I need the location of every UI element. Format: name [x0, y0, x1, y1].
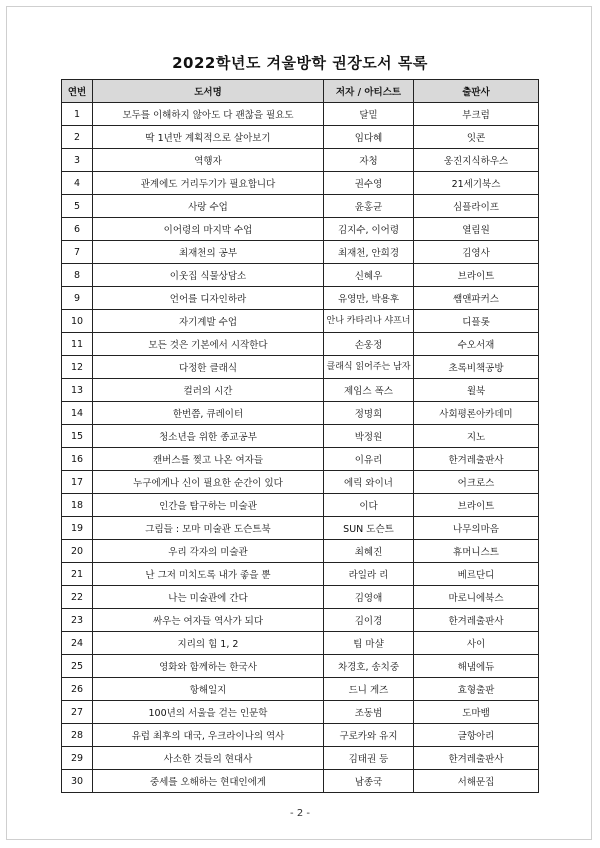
cell-title: 한번쯤, 큐레이터: [93, 402, 324, 425]
cell-publisher: 해냄에듀: [414, 655, 539, 678]
cell-no: 13: [62, 379, 93, 402]
table-row: [62, 563, 539, 586]
cell-no: 18: [62, 494, 93, 517]
cell-publisher: 베르단디: [414, 563, 539, 586]
cell-publisher: 잇콘: [414, 126, 539, 149]
table-row: [62, 655, 539, 678]
cell-publisher: 한겨레출판사: [414, 747, 539, 770]
cell-title: 나는 미술관에 간다: [93, 586, 324, 609]
cell-author: 김태권 등: [324, 747, 414, 770]
cell-title: 난 그저 미치도록 내가 좋을 뿐: [93, 563, 324, 586]
table-row: [62, 678, 539, 701]
table-row: [62, 586, 539, 609]
header-author: 저자 / 아티스트: [324, 80, 414, 103]
cell-title: 관계에도 거리두기가 필요합니다: [93, 172, 324, 195]
cell-title: 이어령의 마지막 수업: [93, 218, 324, 241]
table-row: [62, 724, 539, 747]
cell-author: 조동범: [324, 701, 414, 724]
cell-no: 11: [62, 333, 93, 356]
cell-publisher: 서해문집: [414, 770, 539, 793]
cell-author: 최혜진: [324, 540, 414, 563]
cell-author: 차경호, 송치중: [324, 655, 414, 678]
cell-publisher: 웅진지식하우스: [414, 149, 539, 172]
cell-publisher: 21세기북스: [414, 172, 539, 195]
cell-no: 25: [62, 655, 93, 678]
cell-no: 29: [62, 747, 93, 770]
cell-title: 딱 1년만 계획적으로 살아보기: [93, 126, 324, 149]
cell-author: 윤홍균: [324, 195, 414, 218]
table-row: [62, 770, 539, 793]
table-row: [62, 356, 539, 379]
cell-author: 라일라 리: [324, 563, 414, 586]
cell-publisher: 나무의마음: [414, 517, 539, 540]
header-title: 도서명: [93, 80, 324, 103]
header-no: 연번: [62, 80, 93, 103]
cell-title: 누구에게나 신이 필요한 순간이 있다: [93, 471, 324, 494]
cell-no: 30: [62, 770, 93, 793]
cell-title: 자기계발 수업: [93, 310, 324, 333]
cell-title: 100년의 서울을 걷는 인문학: [93, 701, 324, 724]
cell-title: 청소년을 위한 종교공부: [93, 425, 324, 448]
table-row: [62, 287, 539, 310]
cell-title: 모두를 이해하지 않아도 다 괜찮을 필요도: [93, 103, 324, 126]
cell-publisher: 마로니에북스: [414, 586, 539, 609]
cell-publisher: 열림원: [414, 218, 539, 241]
cell-no: 8: [62, 264, 93, 287]
cell-publisher: 한겨레출판사: [414, 609, 539, 632]
cell-author: 드니 게즈: [324, 678, 414, 701]
cell-no: 23: [62, 609, 93, 632]
cell-no: 19: [62, 517, 93, 540]
cell-title: 인간을 탐구하는 미술관: [93, 494, 324, 517]
table-row: [62, 540, 539, 563]
cell-title: 우리 각자의 미술관: [93, 540, 324, 563]
cell-publisher: 어크로스: [414, 471, 539, 494]
cell-publisher: 브라이트: [414, 264, 539, 287]
cell-title: 컬러의 시간: [93, 379, 324, 402]
cell-author: 자청: [324, 149, 414, 172]
cell-title: 유럽 최후의 대국, 우크라이나의 역사: [93, 724, 324, 747]
cell-no: 27: [62, 701, 93, 724]
cell-no: 4: [62, 172, 93, 195]
cell-no: 16: [62, 448, 93, 471]
cell-author: 임다혜: [324, 126, 414, 149]
table-body: [62, 103, 539, 793]
cell-author: 김지수, 이어령: [324, 218, 414, 241]
table-row: [62, 333, 539, 356]
cell-author: 안나 카타리나 샤프너: [324, 310, 414, 333]
cell-publisher: 글항아리: [414, 724, 539, 747]
cell-no: 14: [62, 402, 93, 425]
cell-publisher: 브라이트: [414, 494, 539, 517]
cell-author: 달밑: [324, 103, 414, 126]
cell-author: 구로카와 유지: [324, 724, 414, 747]
cell-title: 중세를 오해하는 현대인에게: [93, 770, 324, 793]
cell-title: 사랑 수업: [93, 195, 324, 218]
table-row: [62, 218, 539, 241]
book-list-table: [61, 79, 539, 793]
cell-author: 박정원: [324, 425, 414, 448]
table-row: [62, 379, 539, 402]
cell-author: 최재천, 안희경: [324, 241, 414, 264]
table-row: [62, 172, 539, 195]
table-row: [62, 609, 539, 632]
cell-publisher: 부크럼: [414, 103, 539, 126]
cell-author: 이다: [324, 494, 414, 517]
cell-no: 7: [62, 241, 93, 264]
cell-publisher: 사회평론아카데미: [414, 402, 539, 425]
table-row: [62, 310, 539, 333]
page-number: - 2 -: [290, 808, 310, 819]
cell-title: 싸우는 여자들 역사가 되다: [93, 609, 324, 632]
cell-title: 이웃집 식물상담소: [93, 264, 324, 287]
cell-no: 15: [62, 425, 93, 448]
cell-no: 10: [62, 310, 93, 333]
cell-no: 1: [62, 103, 93, 126]
cell-no: 12: [62, 356, 93, 379]
cell-no: 24: [62, 632, 93, 655]
table-header-row: [62, 80, 539, 103]
cell-publisher: 김영사: [414, 241, 539, 264]
cell-publisher: 초록비책공방: [414, 356, 539, 379]
table-row: [62, 103, 539, 126]
cell-no: 2: [62, 126, 93, 149]
cell-author: 김이경: [324, 609, 414, 632]
cell-no: 6: [62, 218, 93, 241]
cell-publisher: 지노: [414, 425, 539, 448]
cell-no: 26: [62, 678, 93, 701]
cell-no: 28: [62, 724, 93, 747]
table-row: [62, 149, 539, 172]
cell-author: 이유리: [324, 448, 414, 471]
table-row: [62, 448, 539, 471]
cell-author: 신혜우: [324, 264, 414, 287]
cell-title: 다정한 클래식: [93, 356, 324, 379]
table-row: [62, 517, 539, 540]
cell-title: 최재천의 공부: [93, 241, 324, 264]
cell-author: 팀 마샬: [324, 632, 414, 655]
cell-publisher: 윌북: [414, 379, 539, 402]
cell-title: 그림들 : 모마 미술관 도슨트북: [93, 517, 324, 540]
cell-publisher: 휴머니스트: [414, 540, 539, 563]
cell-no: 20: [62, 540, 93, 563]
cell-publisher: 도마뱀: [414, 701, 539, 724]
cell-author: 권수영: [324, 172, 414, 195]
cell-no: 17: [62, 471, 93, 494]
cell-no: 9: [62, 287, 93, 310]
cell-publisher: 효형출판: [414, 678, 539, 701]
cell-author: 유영만, 박용후: [324, 287, 414, 310]
cell-author: 제임스 폭스: [324, 379, 414, 402]
table-row: [62, 264, 539, 287]
table-row: [62, 195, 539, 218]
table-row: [62, 701, 539, 724]
table-row: [62, 241, 539, 264]
cell-author: 정명희: [324, 402, 414, 425]
cell-publisher: 쌤앤파커스: [414, 287, 539, 310]
table-row: [62, 402, 539, 425]
table-row: [62, 494, 539, 517]
cell-author: 김영애: [324, 586, 414, 609]
table-row: [62, 471, 539, 494]
cell-publisher: 수오서재: [414, 333, 539, 356]
cell-author: 손웅정: [324, 333, 414, 356]
cell-title: 지리의 힘 1, 2: [93, 632, 324, 655]
cell-title: 캔버스를 찢고 나온 여자들: [93, 448, 324, 471]
cell-publisher: 사이: [414, 632, 539, 655]
cell-author: SUN 도슨트: [324, 517, 414, 540]
cell-title: 언어를 디자인하라: [93, 287, 324, 310]
table-row: [62, 632, 539, 655]
cell-author: 남종국: [324, 770, 414, 793]
page-title: 2022학년도 겨울방학 권장도서 목록: [172, 54, 428, 72]
header-publisher: 출판사: [414, 80, 539, 103]
cell-no: 21: [62, 563, 93, 586]
cell-no: 22: [62, 586, 93, 609]
cell-author: 에릭 와이너: [324, 471, 414, 494]
table-row: [62, 747, 539, 770]
cell-title: 항해일지: [93, 678, 324, 701]
cell-no: 3: [62, 149, 93, 172]
cell-title: 역행자: [93, 149, 324, 172]
cell-title: 영화와 함께하는 한국사: [93, 655, 324, 678]
cell-title: 모든 것은 기본에서 시작한다: [93, 333, 324, 356]
cell-title: 사소한 것들의 현대사: [93, 747, 324, 770]
cell-publisher: 한겨레출판사: [414, 448, 539, 471]
table-row: [62, 126, 539, 149]
cell-author: 클래식 읽어주는 남자: [324, 356, 414, 379]
cell-publisher: 심플라이프: [414, 195, 539, 218]
cell-no: 5: [62, 195, 93, 218]
cell-publisher: 디플롯: [414, 310, 539, 333]
table-row: [62, 425, 539, 448]
